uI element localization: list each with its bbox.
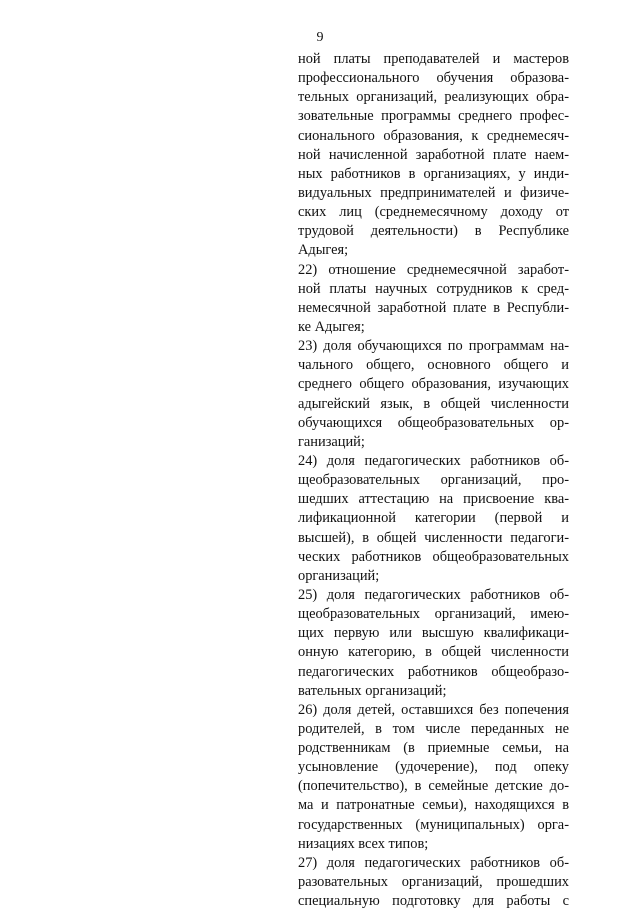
text-line: немесячной заработной плате в Республи- — [298, 299, 569, 316]
text-line: специальную подготовку для работы с — [298, 893, 569, 910]
text-line: Адыгея; — [298, 242, 349, 259]
text-line: лификационной категории (первой и — [298, 510, 569, 527]
text-line: высшей), в общей численности педагоги- — [298, 529, 569, 546]
text-line: 23) доля обучающихся по программам на- — [298, 338, 569, 355]
text-line: (попечительство), в семейные детские до- — [298, 778, 569, 795]
text-line: ной платы научных сотрудников к сред- — [298, 280, 569, 297]
text-line: онную категорию, в общей численности — [298, 644, 569, 661]
text-line: тельных организаций, реализующих обра- — [298, 89, 569, 106]
text-line: разовательных организаций, прошедших — [298, 874, 569, 891]
text-line: государственных (муниципальных) орга- — [298, 816, 569, 833]
text-line: щеобразовательных организаций, имею- — [298, 606, 569, 623]
text-line: вательных организаций; — [298, 682, 447, 699]
text-line: ских лиц (среднемесячному доходу от — [298, 204, 569, 221]
text-line: ке Адыгея; — [298, 318, 365, 335]
text-line: усыновление (удочерение), под опеку — [298, 759, 569, 776]
text-line: 26) доля детей, оставшихся без попечения — [298, 701, 569, 718]
text-line: профессионального обучения образова- — [298, 70, 569, 87]
paragraph — [298, 854, 569, 911]
text-line: ческих работников общеобразовательных — [298, 548, 569, 565]
text-line: щеобразовательных организаций, про- — [298, 472, 569, 489]
text-line: видуальных предпринимателей и физиче- — [298, 184, 569, 201]
text-line: ной платы преподавателей и мастеров — [298, 51, 569, 67]
paragraph — [298, 261, 569, 338]
text-column — [298, 50, 569, 911]
paragraph — [298, 586, 569, 701]
text-line: родственникам (в приемные семьи, на — [298, 740, 569, 757]
text-line: ганизаций; — [298, 433, 365, 450]
text-line: шедших аттестацию на присвоение ква- — [298, 491, 569, 508]
paragraph — [298, 452, 569, 586]
text-line: ных работников в организациях, у инди- — [298, 165, 569, 182]
paragraph — [298, 701, 569, 854]
page-number: 9 — [316, 30, 324, 45]
text-line: чального общего, основного общего и — [298, 357, 569, 374]
paragraph — [298, 50, 569, 261]
text-line: ной начисленной заработной плате наем- — [298, 146, 569, 163]
text-line: 22) отношение среднемесячной заработ- — [298, 261, 569, 278]
text-line: ма и патронатные семьи), находящихся в — [298, 797, 569, 814]
text-line: 27) доля педагогических работников об- — [298, 854, 569, 871]
text-line: щих первую или высшую квалификаци- — [298, 625, 569, 642]
text-line: низациях всех типов; — [298, 835, 429, 852]
text-line: трудовой деятельности) в Республике — [298, 223, 569, 240]
text-line: обучающихся общеобразовательных ор- — [298, 414, 569, 431]
text-line: родителей, в том числе переданных не — [298, 720, 569, 737]
text-line: адыгейский язык, в общей численности — [298, 395, 569, 412]
text-line: педагогических работников общеобразо- — [298, 663, 569, 680]
text-line: зовательные программы среднего профес- — [298, 108, 569, 125]
text-line: среднего общего образования, изучающих — [298, 376, 569, 393]
text-line: сионального образования, к среднемесяч- — [298, 127, 569, 144]
text-line: организаций; — [298, 567, 380, 584]
text-line: 25) доля педагогических работников об- — [298, 586, 569, 603]
paragraph — [298, 337, 569, 452]
text-line: 24) доля педагогических работников об- — [298, 452, 569, 469]
